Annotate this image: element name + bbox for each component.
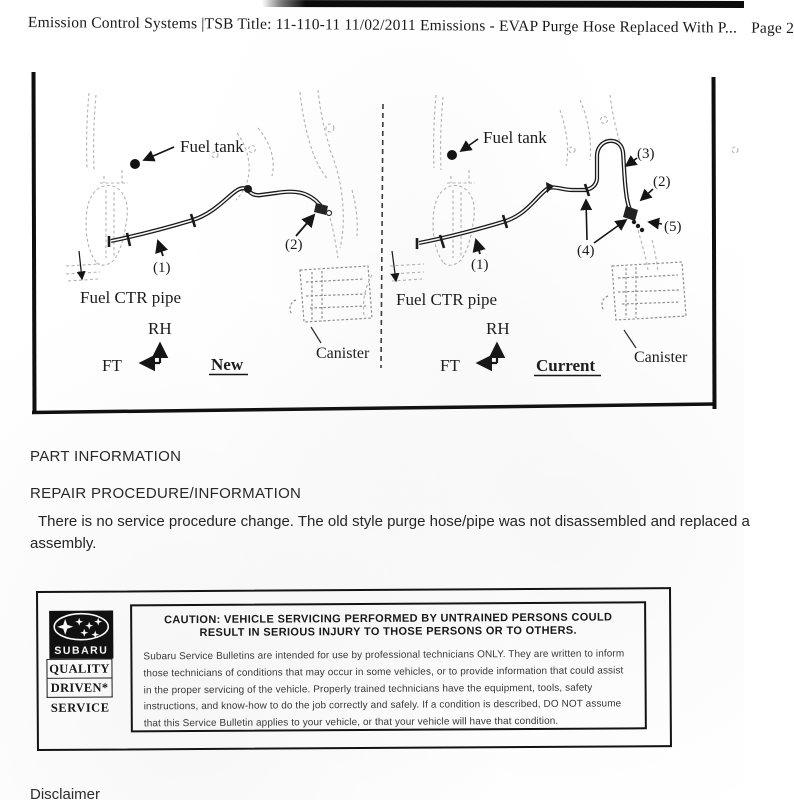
- rh-label: RH: [486, 319, 510, 338]
- fuel-tank-label: Fuel tank: [180, 137, 244, 156]
- left-labels: [79, 137, 370, 375]
- subaru-stars-icon: [49, 611, 113, 659]
- caution-body-line: Subaru Service Bulletins are intended for use by professional technicians ONLY. They are written to inform: [143, 648, 625, 663]
- caution-body-line: that this Service Bulletin applies to your vehicle, or that your vehicle will have that condition.: [143, 715, 559, 730]
- header-title: Emission Control Systems |TSB Title: 11-110-11 11/02/2011 Emissions - EVAP Purge Hose Replaced With P...: [27, 14, 738, 37]
- subaru-logo-block: [46, 611, 117, 716]
- fuel-ctr-pipe-label: Fuel CTR pipe: [396, 290, 498, 309]
- figure-frame: [32, 72, 716, 413]
- left-canister-sketch: [290, 266, 372, 322]
- quality-label: QUALITY: [46, 659, 112, 679]
- callout-1-label: (1): [471, 257, 489, 273]
- callout-2-label: (2): [653, 174, 671, 190]
- right-canister-sketch: [602, 262, 686, 320]
- caution-heading: [132, 611, 644, 640]
- ft-label: FT: [102, 356, 122, 375]
- fuel-tank-label: Fuel tank: [483, 128, 547, 147]
- repair-procedure-heading: REPAIR PROCEDURE/INFORMATION: [30, 485, 302, 502]
- caution-heading-line2: RESULT IN SERIOUS INJURY TO THOSE PERSONS OR TO OTHERS.: [199, 624, 577, 640]
- fuel-tank-point: [130, 159, 140, 169]
- new-title: New: [211, 355, 244, 374]
- current-title: Current: [536, 356, 596, 375]
- caution-inner-box: [130, 601, 647, 732]
- caution-body-line: instructions, and know-how to do the job correctly and safely. If a condition is described, DO NOT assume: [143, 698, 622, 713]
- callout-5-label: (5): [664, 219, 682, 235]
- canister-label: Canister: [634, 349, 688, 366]
- rh-label: RH: [148, 319, 172, 338]
- service-label: SERVICE: [50, 700, 110, 715]
- caution-body-line: those technicians of conditions that may occur in some vehicles, or to provide information that could assist: [143, 665, 624, 680]
- left-background-sketch: [66, 90, 357, 281]
- callout-2-label: (2): [285, 237, 303, 253]
- subaru-wordmark: SUBARU: [54, 644, 109, 657]
- caution-body-line: in the proper servicing of the vehicle. Properly trained technicians have the equipment, tools, safety: [143, 682, 593, 696]
- disclaimer-label: Disclaimer: [30, 786, 101, 803]
- page-number: Page 2: [751, 19, 794, 38]
- callout-3-label: (3): [637, 146, 655, 162]
- caution-box: [36, 587, 672, 751]
- canister-label: Canister: [316, 345, 370, 362]
- fuel-ctr-pipe-label: Fuel CTR pipe: [80, 288, 182, 307]
- caution-heading-line1: CAUTION: VEHICLE SERVICING PERFORMED BY UNTRAINED PERSONS COULD: [164, 611, 613, 627]
- fuel-tank-point: [447, 150, 457, 160]
- ft-label: FT: [440, 356, 460, 375]
- right-background-sketch: [363, 95, 738, 315]
- part-information-heading: PART INFORMATION: [30, 448, 182, 465]
- procedure-paragraph-line1: There is no service procedure change. The old style purge hose/pipe was not disassembled and replaced a: [38, 513, 750, 530]
- callout-1-label: (1): [153, 260, 171, 276]
- callout-4-label: (4): [577, 243, 595, 259]
- divider-dashed-line: [381, 104, 383, 368]
- right-diagram: [363, 95, 738, 376]
- caution-body: [143, 646, 635, 733]
- procedure-paragraph-line2: assembly.: [30, 535, 97, 552]
- left-diagram: [66, 90, 372, 375]
- driven-label: DRIVEN*: [47, 679, 113, 698]
